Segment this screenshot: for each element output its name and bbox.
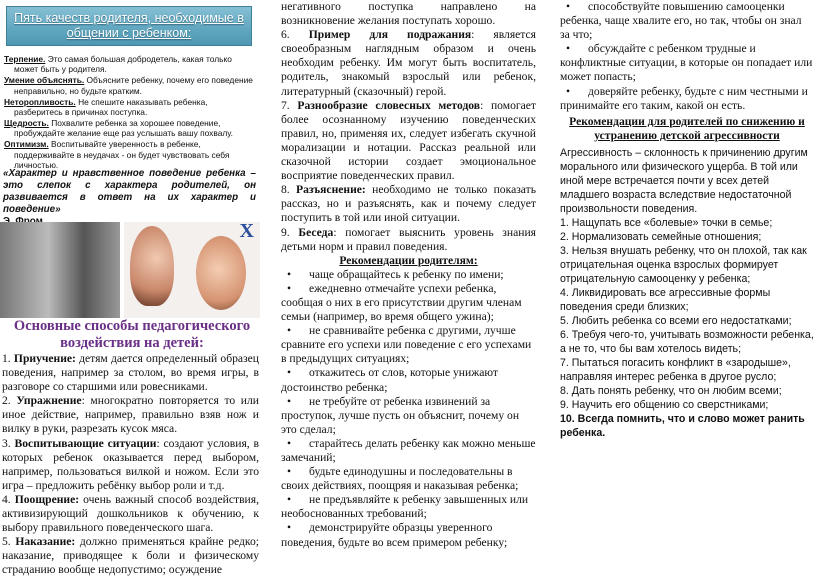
method-item: 9. Беседа: помогает выяснить уровень знания детьми норм и правил поведения. [281, 225, 536, 253]
list-item: • доверяйте ребенку, будьте с ним честными и принимайте его таким, какой он есть. [560, 85, 814, 113]
child-face [196, 236, 246, 310]
column-left [0, 0, 262, 577]
qualities-banner: Пять качеств родителя, необходимые в общении с ребенком: [6, 6, 252, 46]
method-item: 6. Пример для подражания: является своеобразным наглядным образом и очень необходим ребенку. Им могут быть воспитатель, родитель, знакомый взрослый или ребенок, литературный (сказочный) герой. [281, 28, 536, 98]
method-item: 7. Разнообразие словесных методов: помогает более осознанному изучению поведенческих правил, но, применяя их, следует избегать скучной морализации и нотации. Рассказ реальной или сказочной истории создает эмоциональное восприятие поведенческих правил. [281, 98, 536, 183]
list-item: • ежедневно отмечайте успехи ребенка, сообщая о них в его присутствии другим членам семьи (например, во время общего ужина); [281, 282, 536, 324]
quality-item: Умение объяснять. Объясните ребенку, почему его поведение неправильно, но будьте кратким. [4, 75, 253, 96]
methods-title: Основные способы педагогического воздействия на детей: [13, 318, 251, 351]
list-item: • не предъявляйте к ребенку завышенных или необоснованных требований; [281, 493, 536, 521]
step-item: 8. Дать понять ребенку, что он любим всеми; [560, 385, 782, 398]
method-intro: негативного поступка направлено на возникновение желания поступать хорошо. [281, 0, 536, 28]
fromm-quote: «Характер и нравственное поведение ребенка – это слепок с характера родителей, он развивается в ответ на их характер и поведение» [3, 168, 256, 228]
step-item: 3. Нельзя внушать ребенку, что он плохой, так как отрицательная оценка взрослых формирует отрицательную самооценку у ребенка; [560, 245, 807, 286]
photo-mark: X [239, 220, 254, 242]
quality-item: Оптимизм. Воспитывайте уверенность в ребенке, поддерживайте в неудачах - он будет чувствовать себя личностью. [4, 139, 230, 171]
parents-recommendations-title: Рекомендации родителям: [339, 253, 478, 267]
method-item: 4. Поощрение: очень важный способ воздействия, активизирующий дошкольников к обучению, к выбору правильного поведенческого шага. [2, 492, 259, 535]
column-middle [281, 0, 536, 567]
list-item: • откажитесь от слов, которые унижают достоинство ребенка; [281, 366, 536, 394]
step-item: 9. Научить его общению со сверстниками; [560, 399, 769, 412]
step-item: 5. Любить ребенка со всеми его недостатками; [560, 315, 792, 328]
list-item: • не требуйте от ребенка извинений за проступок, лучше пусть он объяснит, почему он это сделал; [281, 395, 536, 437]
step-item: 2. Нормализовать семейные отношения; [560, 231, 762, 244]
recommendations-list-continued [560, 0, 814, 113]
aggression-title: Рекомендации для родителей по снижению и устранению детской агрессивности [569, 114, 805, 142]
qualities-list [4, 54, 259, 171]
quality-item: Неторопливость. Не спешите наказывать ребенка, разберитесь в причинах поступка. [4, 96, 208, 118]
step-item: 7. Пытаться погасить конфликт в «зародыше», направляя интерес ребенка в другое русло; [560, 357, 791, 384]
column-right [560, 0, 814, 567]
method-item: 5. Наказание: должно применяться крайне редко; наказание, приводящее к боли и физическому страданию вообще недопустимо; осуждение [2, 535, 259, 577]
photo-parent-child-bw [0, 222, 120, 318]
quality-item: Щедрость. Похвалите ребенка за хорошее поведение, пробуждайте желание еще раз услышать вашу похвалу. [4, 117, 233, 139]
step-item: 6. Требуя чего-то, учитывать возможности ребенка, а не то, что бы вам хотелось видеть; [560, 329, 814, 356]
photo-mother-son-shouting [124, 222, 260, 318]
method-item: 8. Разъяснение: необходимо не только показать рассказ, но и разъяснять, как и почему следует поступить в той или иной ситуации. [281, 183, 536, 225]
method-item: 2. Упражнение: многократно повторяется то или иное действие, например, правильно взяв нож и вилку в руки, разрезать кусок мяса. [2, 394, 259, 436]
recommendations-list [281, 268, 536, 550]
list-item: • способствуйте повышению самооценки ребенка, чаще хвалите его, но так, чтобы он знал за что; [560, 0, 814, 42]
methods-list [2, 352, 259, 578]
photo-strip [0, 222, 262, 318]
method-item: 1. Приучение: детям дается определенный образец поведения, например за столом, во время игры, в разговоре со старшими или ровесниками. [2, 352, 259, 394]
list-item: • не сравнивайте ребенка с другими, лучше сравните его успехи или поведение с его успехами в предыдущих ситуациях; [281, 324, 536, 366]
methods-continued [281, 0, 536, 550]
method-item: 3. Воспитывающие ситуации: создают условия, в которых ребенок оказывается перед выбором, например, пользоваться вилкой и ножом. Если это игра – предложить ребёнку выбор роли и т.д. [2, 436, 259, 492]
final-step: 10. Всегда помнить, что и слово может ранить ребенка. [560, 413, 805, 440]
list-item: • демонстрируйте образцы уверенного поведения, будьте во всем примером ребенку; [281, 521, 536, 549]
step-item: 1. Нащупать все «болевые» точки в семье; [560, 217, 773, 230]
list-item: • обсуждайте с ребенком трудные и конфликтные ситуации, в которые он попадает или может попасть; [560, 42, 814, 84]
aggression-intro: Агрессивность – склонность к причинению другим морального или физического ущерба. В той или иной мере встречается почти у всех детей младшего возраста вследствие недостаточной произвольности поведения. [560, 147, 808, 216]
list-item: • будьте единодушны и последовательны в своих действиях, поощряя и наказывая ребенка; [281, 465, 536, 493]
list-item: • чаще обращайтесь к ребенку по имени; [281, 268, 536, 282]
mother-face [130, 226, 174, 306]
right-content [560, 0, 814, 440]
step-item: 4. Ликвидировать все агрессивные формы поведения среди близких; [560, 287, 771, 314]
list-item: • старайтесь делать ребенку как можно меньше замечаний; [281, 437, 536, 465]
quality-item: Терпение. Это самая большая добродетель, какая только может быть у родителя. [4, 54, 232, 75]
